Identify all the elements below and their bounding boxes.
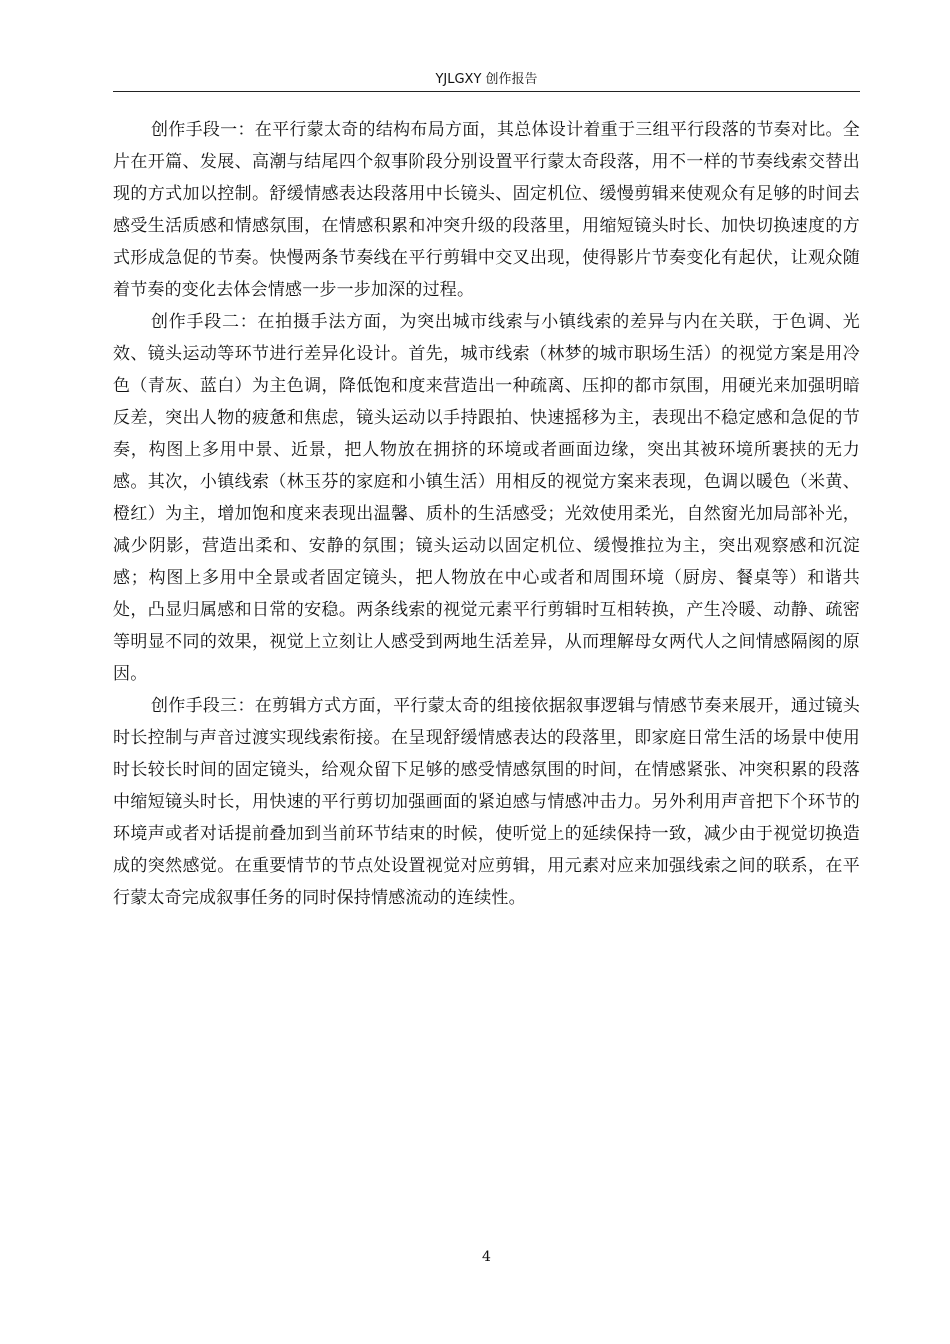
page-header: YJLGXY 创作报告 xyxy=(435,72,538,87)
paragraph-method-one: 创作手段一：在平行蒙太奇的结构布局方面，其总体设计着重于三组平行段落的节奏对比。全片在开篇、发展、高潮与结尾四个叙事阶段分别设置平行蒙太奇段落，用不一样的节奏线索交替出现的方式加以控制。舒缓情感表达段落用中长镜头、固定机位、缓慢剪辑来使观众有足够的时间去感受生活质感和情感氛围，在情感积累和冲突升级的段落里，用缩短镜头时长、加快切换速度的方式形成急促的节奏。快慢两条节奏线在平行剪辑中交叉出现，使得影片节奏变化有起伏，让观众随着节奏的变化去体会情感一步一步加深的过程。 xyxy=(113,120,860,300)
paragraph-method-three: 创作手段三：在剪辑方式方面，平行蒙太奇的组接依据叙事逻辑与情感节奏来展开，通过镜头时长控制与声音过渡实现线索衔接。在呈现舒缓情感表达的段落里，即家庭日常生活的场景中使用时长较长时间的固定镜头，给观众留下足够的感受情感氛围的时间，在情感紧张、冲突积累的段落中缩短镜头时长，用快速的平行剪切加强画面的紧迫感与情感冲击力。另外利用声音把下个环节的环境声或者对话提前叠加到当前环节结束的时候，使听觉上的延续保持一致，减少由于视觉切换造成的突然感觉。在重要情节的节点处设置视觉对应剪辑，用元素对应来加强线索之间的联系，在平行蒙太奇完成叙事任务的同时保持情感流动的连续性。 xyxy=(113,696,860,908)
page-number: 4 xyxy=(482,1249,491,1265)
paragraph-method-two: 创作手段二：在拍摄手法方面，为突出城市线索与小镇线索的差异与内在关联，于色调、光效、镜头运动等环节进行差异化设计。首先，城市线索（林梦的城市职场生活）的视觉方案是用冷色（青灰、蓝白）为主色调，降低饱和度来营造出一种疏离、压抑的都市氛围，用硬光来加强明暗反差，突出人物的疲惫和焦虑，镜头运动以手持跟拍、快速摇移为主，表现出不稳定感和急促的节奏，构图上多用中景、近景，把人物放在拥挤的环境或者画面边缘，突出其被环境所裹挟的无力感。其次，小镇线索（林玉芬的家庭和小镇生活）用相反的视觉方案来表现，色调以暖色（米黄、橙红）为主，增加饱和度来表现出温馨、质朴的生活感受；光效使用柔光，自然窗光加局部补光，减少阴影，营造出柔和、安静的氛围；镜头运动以固定机位、缓慢推拉为主，突出观察感和沉淀感；构图上多用中全景或者固定镜头，把人物放在中心或者和周围环境（厨房、餐桌等）和谐共处，凸显归属感和日常的安稳。两条线索的视觉元素平行剪辑时互相转换，产生冷暖、动静、疏密等明显不同的效果，视觉上立刻让人感受到两地生活差异，从而理解母女两代人之间情感隔阂的原因。 xyxy=(113,312,860,684)
header-divider xyxy=(113,91,860,92)
page-body xyxy=(113,114,860,914)
